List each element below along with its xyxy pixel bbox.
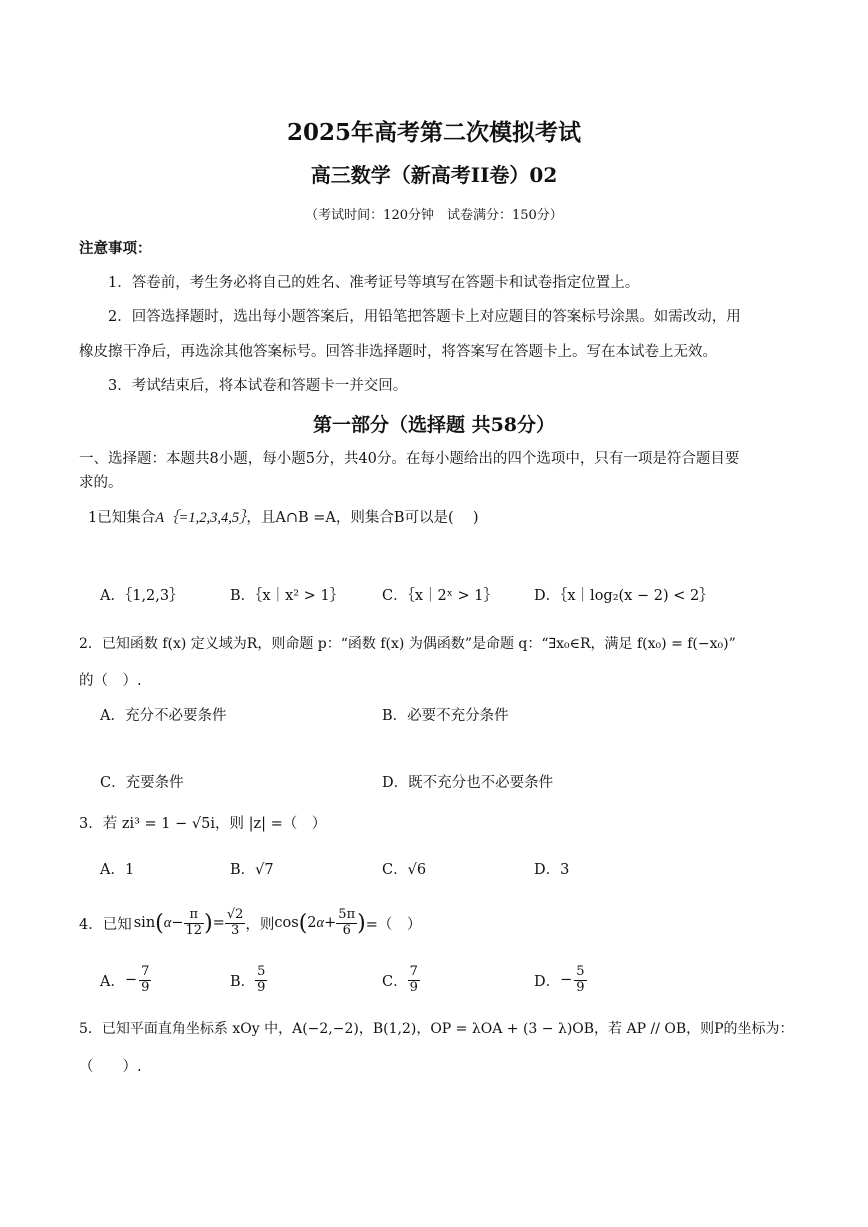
q4-frac-5pi-6: $\frac{5\pi}{6}$ — [338, 906, 356, 938]
q4-suffix: =（ ） — [365, 916, 422, 933]
q1-option-b[interactable]: B．｛x｜x² > 1｝ — [230, 588, 345, 604]
q3-option-b[interactable]: B．√7 — [230, 862, 274, 878]
note-1: 1．答卷前，考生务必将自己的姓名、准考证号等填写在答题卡和试卷指定位置上。 — [108, 275, 640, 291]
question-5-stem-line-2: （ ）. — [79, 1059, 142, 1075]
question-2-stem-line-2: 的（ ）. — [79, 673, 142, 689]
q1-option-d[interactable]: D．｛x｜log₂(x − 2) < 2｝ — [534, 588, 714, 604]
q1-option-c[interactable]: C．｛x｜2ˣ > 1｝ — [382, 588, 498, 604]
question-5-stem-line-1: 5．已知平面直角坐标系 xOy 中，A(−2,−2)，B(1,2)，OP = λOA + (3 − λ)OB，若 AP // OB，则P的坐标为： — [79, 1021, 794, 1037]
q2-option-a[interactable]: A．充分不必要条件 — [100, 708, 227, 724]
q4-option-c[interactable]: C． $\frac{7}{9}$ — [382, 963, 418, 995]
note-3: 3．考试结束后，将本试卷和答题卡一并交回。 — [108, 378, 408, 394]
section-instruction-line-2: 求的。 — [79, 475, 123, 491]
question-2-stem-line-1: 2．已知函数 f(x) 定义域为R，则命题 p：“函数 f(x) 为偶函数”是命题 q：“∃x₀∈R，满足 f(x₀) = f(−x₀)” — [79, 636, 736, 652]
part1-heading: 第一部分（选择题 共58分） — [312, 414, 556, 436]
section-instruction-line-1: 一、选择题：本题共8小题，每小题5分，共40分。在每小题给出的四个选项中，只有一项是符合题目要 — [79, 451, 740, 467]
notes-heading: 注意事项： — [79, 240, 152, 257]
q1-option-a[interactable]: A．｛1,2,3｝ — [100, 588, 184, 604]
q1-condition: ，且A∩B =A，则集合B可以是( ) — [246, 510, 479, 526]
question-1-stem — [88, 506, 478, 527]
q4-option-a[interactable]: A． − $\frac{7}{9}$ — [100, 963, 150, 995]
q4-mid: ，则 — [245, 916, 275, 933]
q1-set-a: A｛=1,2,3,4,5｝ — [155, 510, 247, 526]
note-2-line-2: 橡皮擦干净后，再选涂其他答案标号。回答非选择题时，将答案写在答题卡上。写在本试卷上无效。 — [79, 344, 717, 360]
q3-option-a[interactable]: A．1 — [100, 862, 135, 878]
question-4-stem: 4．已知 sin ( α − $\frac{\pi}{12}$ ) = $\frac{√2}{3}$ ，则 cos ( 2 α + $\frac{5\pi}{6}$ ) =（ ） — [79, 906, 422, 938]
q4-option-d[interactable]: D． − $\frac{5}{9}$ — [534, 963, 585, 995]
note-2-line-1: 2．回答选择题时，选出每小题答案后，用铅笔把答题卡上对应题目的答案标号涂黑。如需改动，用 — [108, 309, 741, 325]
q4-prefix: 4．已知 — [79, 916, 132, 933]
q3-option-d[interactable]: D．3 — [534, 862, 570, 878]
q1-prefix: 1已知集合 — [88, 510, 156, 526]
exam-subtitle: 高三数学（新高考II卷）02 — [310, 163, 558, 187]
q2-option-b[interactable]: B．必要不充分条件 — [382, 708, 509, 724]
q3-option-c[interactable]: C．√6 — [382, 862, 427, 878]
exam-title: 2025年高考第二次模拟考试 — [286, 119, 581, 146]
q4-frac-sqrt2-3: $\frac{√2}{3}$ — [226, 906, 244, 938]
exam-info: （考试时间：120分钟 试卷满分：150分） — [305, 208, 563, 223]
q4-option-b[interactable]: B． $\frac{5}{9}$ — [230, 963, 266, 995]
q4-frac-pi-12: $\frac{\pi}{12}$ — [185, 906, 203, 938]
question-3-stem: 3．若 zi³ = 1 − √5i，则 |z| =（ ） — [79, 816, 327, 832]
q2-option-d[interactable]: D．既不充分也不必要条件 — [382, 775, 554, 791]
q2-option-c[interactable]: C．充要条件 — [100, 775, 184, 791]
